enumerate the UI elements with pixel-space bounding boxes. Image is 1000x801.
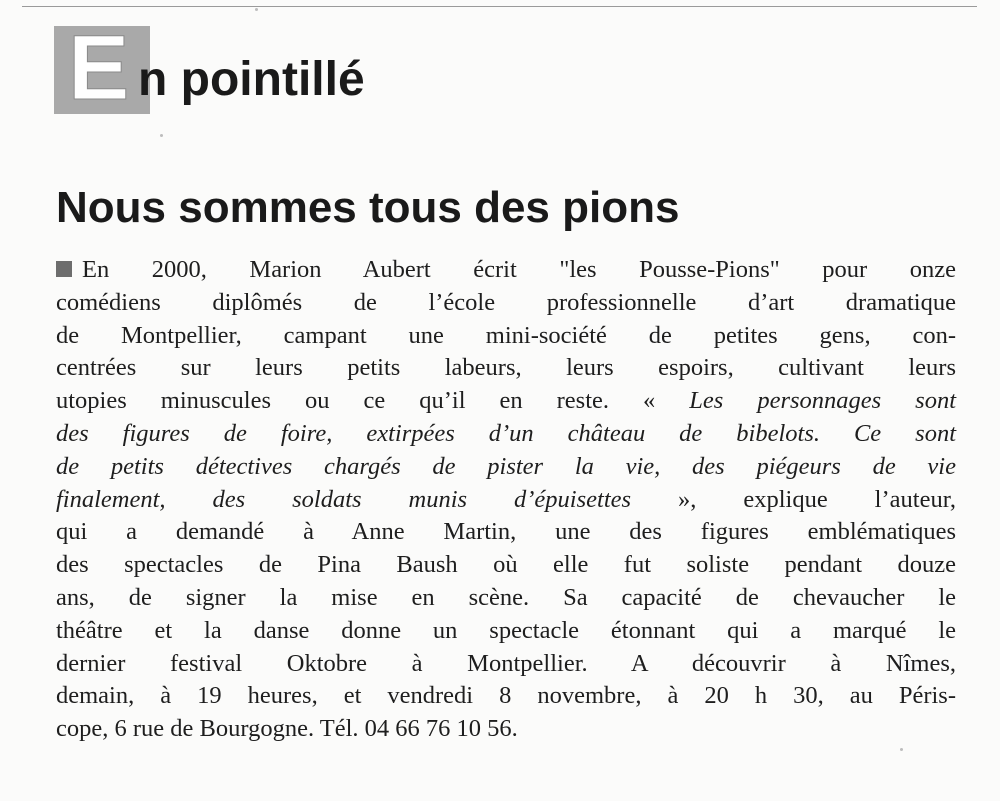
article-line: centrées sur leurs petits labeurs, leurs espoirs, cultivant leurs <box>56 354 956 382</box>
scan-speck <box>900 748 903 751</box>
article-line: cope, 6 rue de Bourgogne. Tél. 04 66 76 10 56. <box>56 715 518 743</box>
article-line: de petits détectives chargés de pister la vie, des piégeurs de vie <box>56 452 956 480</box>
rubric-initial: E <box>68 17 130 119</box>
scan-speck <box>255 8 258 11</box>
rubric-title: n pointillé <box>138 53 365 106</box>
headline: Nous sommes tous des pions <box>56 183 680 232</box>
article-line: utopies minuscules ou ce qu’il en reste. « Les personnages sont <box>56 387 957 415</box>
bullet-square-icon <box>56 261 72 277</box>
article-line: En 2000, Marion Aubert écrit "les Pousse-Pions" pour onze <box>56 254 956 287</box>
article-line: qui a demandé à Anne Martin, une des figures emblématiques <box>56 518 956 546</box>
article-line: de Montpellier, campant une mini-société de petites gens, con- <box>56 321 956 349</box>
scan-speck <box>160 134 163 137</box>
article-line: des spectacles de Pina Baush où elle fut soliste pendant douze <box>56 551 956 579</box>
top-rule <box>22 6 977 7</box>
article-line: théâtre et la danse donne un spectacle étonnant qui a marqué le <box>56 616 956 644</box>
article-line: finalement, des soldats munis d’épuisettes », explique l’auteur, <box>56 485 957 513</box>
article-line: dernier festival Oktobre à Montpellier. A découvrir à Nîmes, <box>56 649 956 677</box>
article-line: comédiens diplômés de l’école professionnelle d’art dramatique <box>56 288 956 316</box>
article-body <box>56 254 956 746</box>
article-line: des figures de foire, extirpées d’un château de bibelots. Ce sont <box>56 419 956 447</box>
article-line: ans, de signer la mise en scène. Sa capacité de chevaucher le <box>56 583 956 611</box>
article-line: demain, à 19 heures, et vendredi 8 novembre, à 20 h 30, au Péris- <box>56 682 956 710</box>
